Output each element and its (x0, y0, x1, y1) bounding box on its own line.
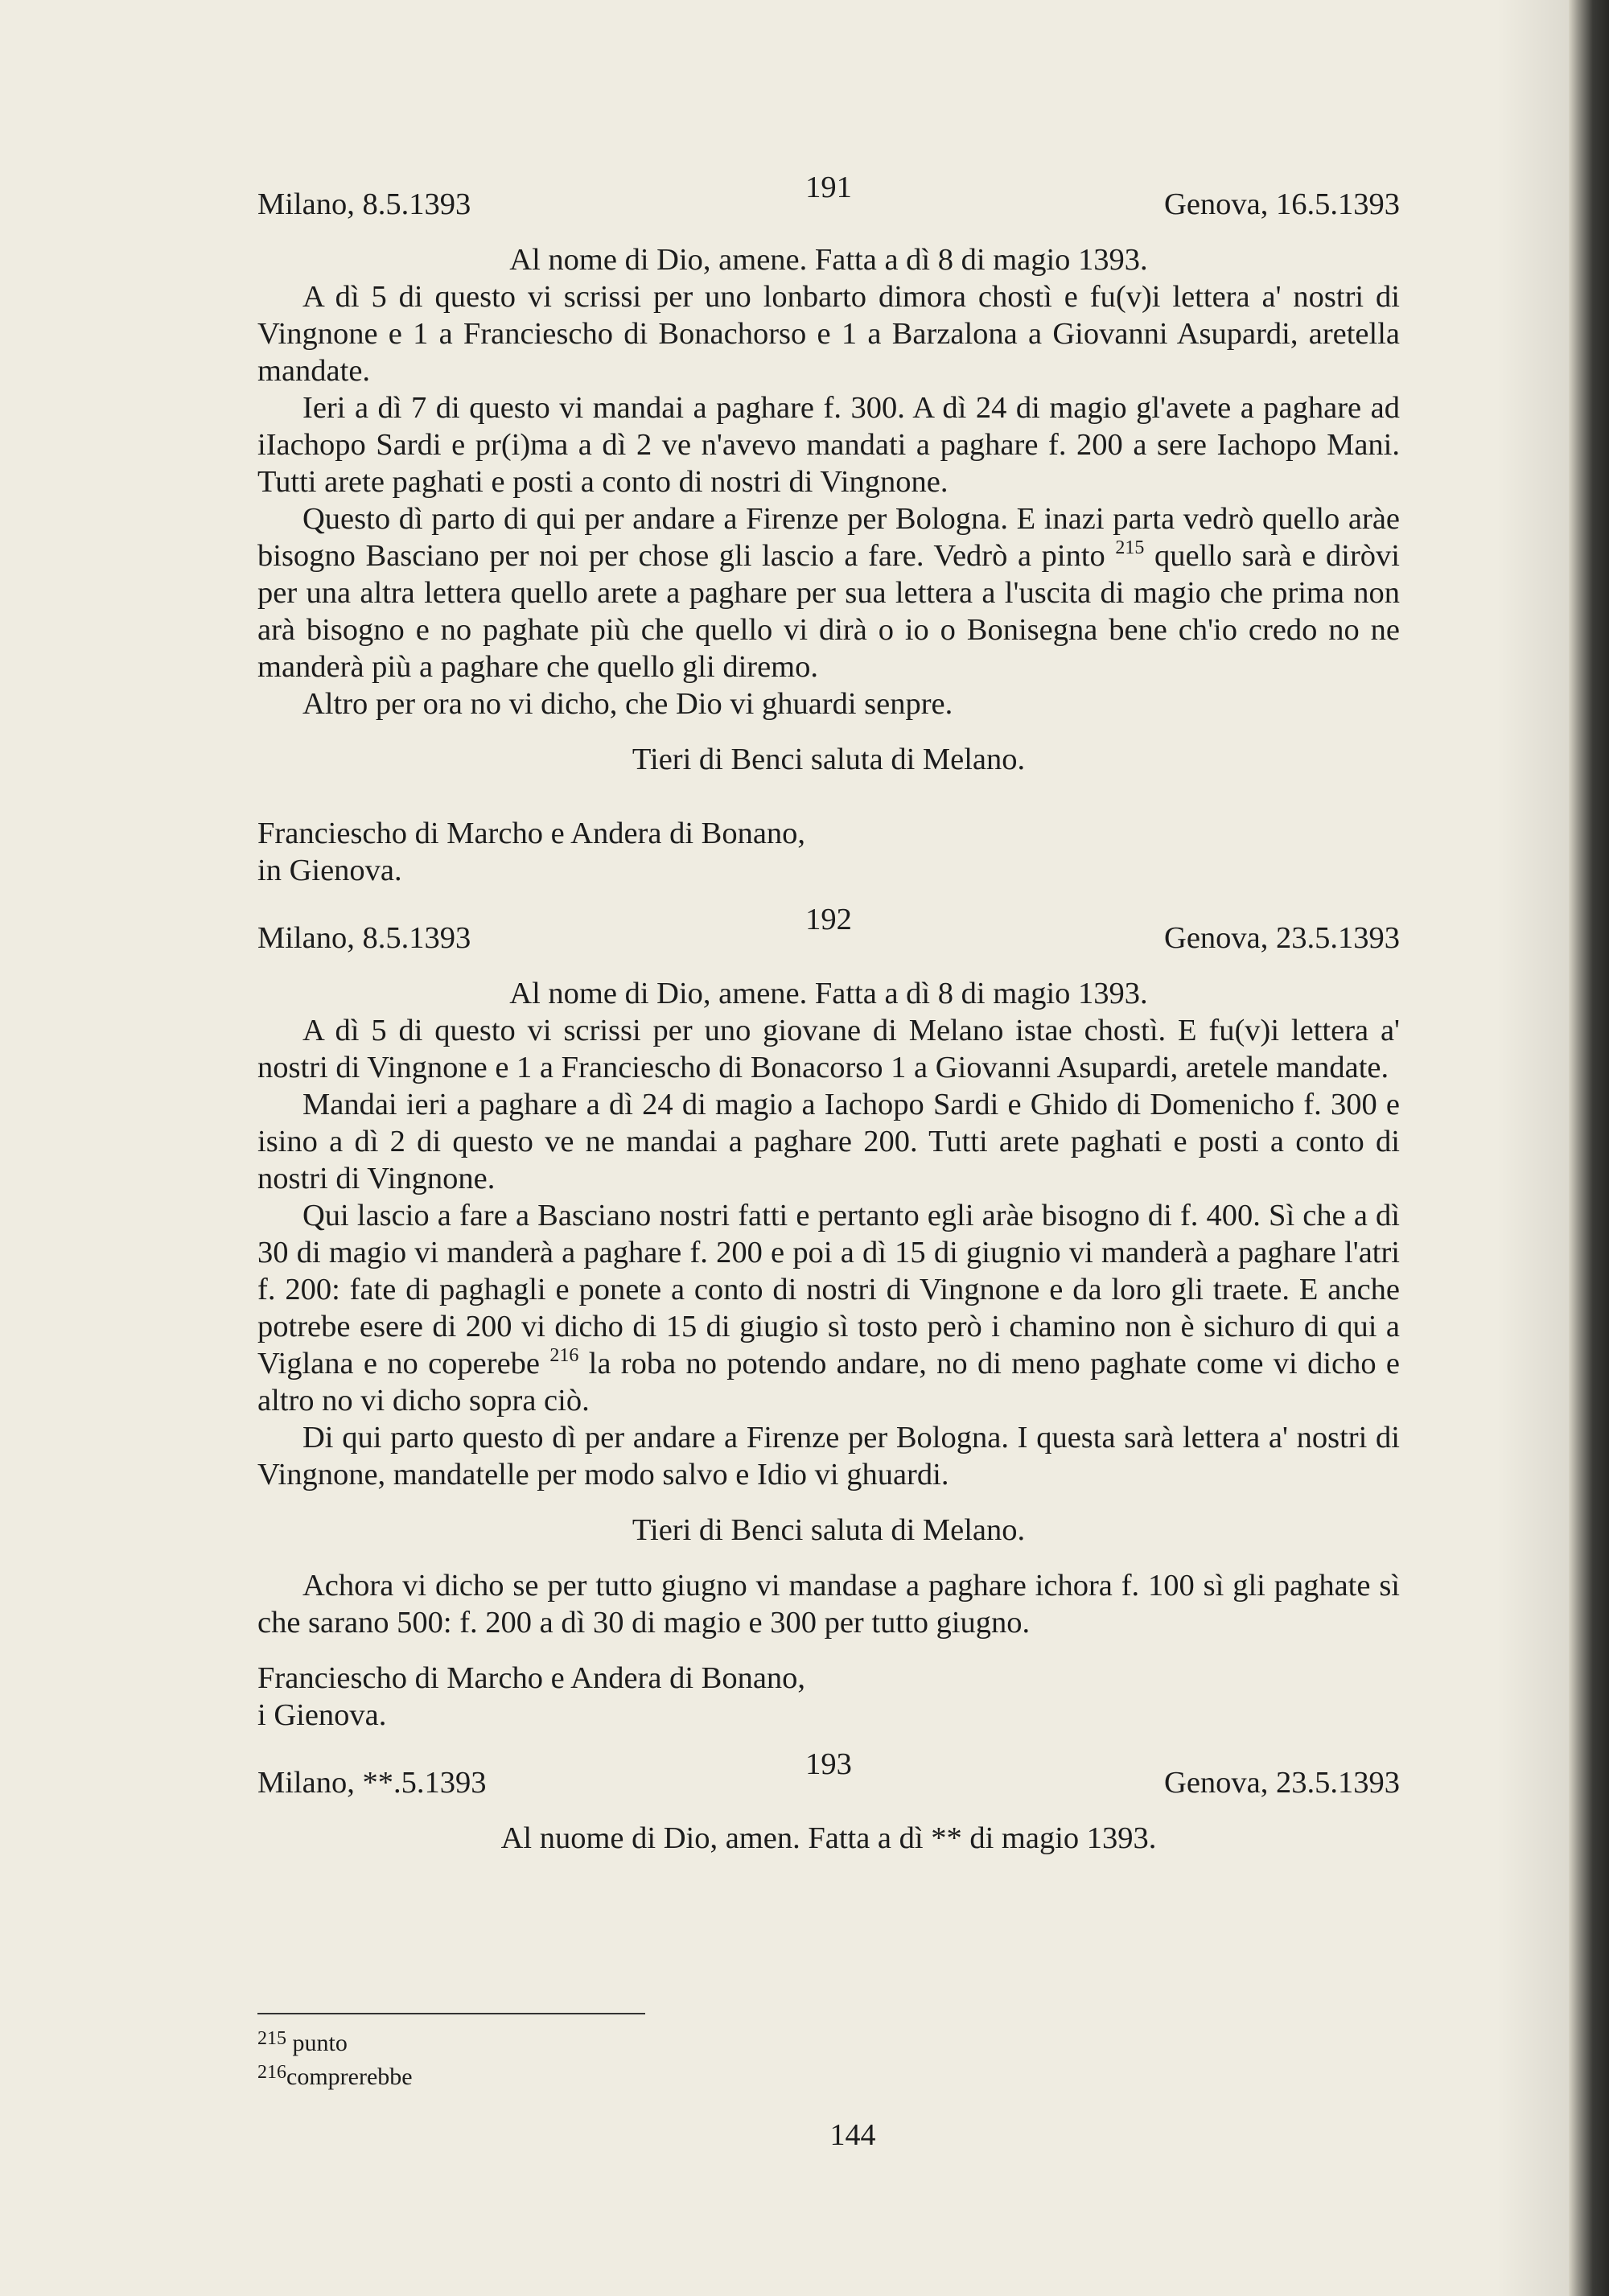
footnote-number: 215 (257, 2028, 286, 2049)
footnote (257, 2063, 413, 2092)
letter-signature: Tieri di Benci saluta di Melano. (632, 1513, 1026, 1547)
letter-192 (257, 901, 1400, 1734)
letter-opening: Al nuome di Dio, amen. Fatta a dì ** di magio 1393. (500, 1821, 1157, 1855)
letter-paragraph: A dì 5 di questo vi scrissi per uno giovane di Melano istae chostì. E fu(v)i lettera a' nostri di Vingnone e 1 a Franciescho di Bonacorso 1 a Giovanni Asupardi, aretele mandate. (257, 1014, 1400, 1084)
letter-191 (257, 169, 1400, 889)
letter-number: 193 (805, 1747, 852, 1781)
letter-opening: Al nome di Dio, amene. Fatta a dì 8 di magio 1393. (509, 977, 1148, 1010)
book-gutter (1569, 0, 1609, 2296)
letter-address: i Gienova. (257, 1698, 387, 1732)
paragraph-text: la roba no potendo andare, no di meno paghate come vi dicho e altro no vi dicho sopra ciò. (257, 1347, 1401, 1418)
letter-number: 192 (805, 903, 852, 936)
letter-signature: Tieri di Benci saluta di Melano. (632, 743, 1026, 776)
letter-paragraph: Altro per ora no vi dicho, che Dio vi ghuardi senpre. (302, 687, 953, 721)
letter-paragraph: Di qui parto questo dì per andare a Firenze per Bologna. I questa sarà lettera a' nostri di Vingnone, mandatelle per modo salvo e Idio vi ghuardi. (257, 1421, 1400, 1492)
footnote-text: comprerebbe (286, 2064, 413, 2090)
letter-address: Franciescho di Marcho e Andera di Bonano, (257, 1661, 806, 1695)
origin-place-date: Milano, 8.5.1393 (257, 187, 471, 221)
footnote-ref[interactable]: 216 (549, 1345, 579, 1366)
letter-193 (257, 1746, 1400, 1857)
origin-place-date: Milano, 8.5.1393 (257, 921, 471, 955)
letter-paragraph (257, 1197, 1400, 1419)
destination-place-date: Genova, 23.5.1393 (1164, 1766, 1400, 1800)
footnote (257, 2029, 348, 2058)
letter-address: Franciescho di Marcho e Andera di Bonano, (257, 817, 806, 850)
destination-place-date: Genova, 23.5.1393 (1164, 921, 1400, 955)
letter-paragraph: Mandai ieri a paghare a dì 24 di magio a Iachopo Sardi e Ghido di Domenicho f. 300 e isino a dì 2 di questo ve ne mandai a paghare 200. Tutti arete paghati e posti a conto di nostri di Vingnone. (257, 1088, 1400, 1195)
gutter-shadow (1496, 0, 1569, 2296)
letter-paragraph (257, 500, 1400, 685)
paragraph-text: Questo dì parto di qui per andare a Firenze per Bologna. E inazi parta vedrò quello aràe bisogno Basciano per noi per chose gli lascio a fare. Vedrò a pinto (257, 502, 1400, 573)
footnote-divider (257, 2013, 645, 2014)
origin-place-date: Milano, **.5.1393 (257, 1766, 487, 1800)
letter-number: 191 (805, 171, 852, 204)
footnote-ref[interactable]: 215 (1115, 537, 1145, 558)
main-text (257, 169, 1400, 1857)
letter-paragraph: Ieri a dì 7 di questo vi mandai a paghare f. 300. A dì 24 di magio gl'avete a paghare ad iIachopo Sardi e pr(i)ma a dì 2 ve n'avevo mandati a paghare f. 200 a sere Iachopo Mani. Tutti arete paghati e posti a conto di nostri di Vingnone. (257, 391, 1400, 499)
letter-postscript: Achora vi dicho se per tutto giugno vi mandase a paghare ichora f. 100 sì gli paghate sì che sarano 500: f. 200 a dì 30 di magio e 300 per tutto giugno. (257, 1569, 1400, 1640)
paragraph-text: Qui lascio a fare a Basciano nostri fatti e pertanto egli aràe bisogno di f. 400. Sì che a dì 30 di magio vi manderà a paghare f. 200 e poi a dì 15 di giugnio vi manderà a paghare l'atri f. 200: fate di paghagli e ponete a conto di nostri di Vingnone e da loro gli traete. E anche potrebe esere di 200 vi dicho di 15 di giugio sì tosto però i chamino non è sichuro di qui a Viglana e no coperebe (257, 1199, 1400, 1380)
letter-address: in Gienova. (257, 854, 402, 887)
footnote-text: punto (292, 2030, 348, 2056)
destination-place-date: Genova, 16.5.1393 (1164, 187, 1400, 221)
page-number: 144 (829, 2118, 876, 2152)
paragraph-text: quello sarà e diròvi per una altra lettera quello arete a paghare per sua lettera a l'uscita di magio che prima non arà bisogno e no paghate più che quello vi dirà o io o Bonisegna bene ch'io credo no ne manderà più a paghare che quello gli diremo. (257, 539, 1401, 684)
letter-opening: Al nome di Dio, amene. Fatta a dì 8 di magio 1393. (509, 243, 1148, 277)
footnote-number: 216 (257, 2062, 286, 2083)
letter-paragraph: A dì 5 di questo vi scrissi per uno lonbarto dimora chostì e fu(v)i lettera a' nostri di Vingnone e 1 a Franciescho di Bonachorso e 1 a Barzalona a Giovanni Asupardi, aretella mandate. (257, 280, 1400, 388)
